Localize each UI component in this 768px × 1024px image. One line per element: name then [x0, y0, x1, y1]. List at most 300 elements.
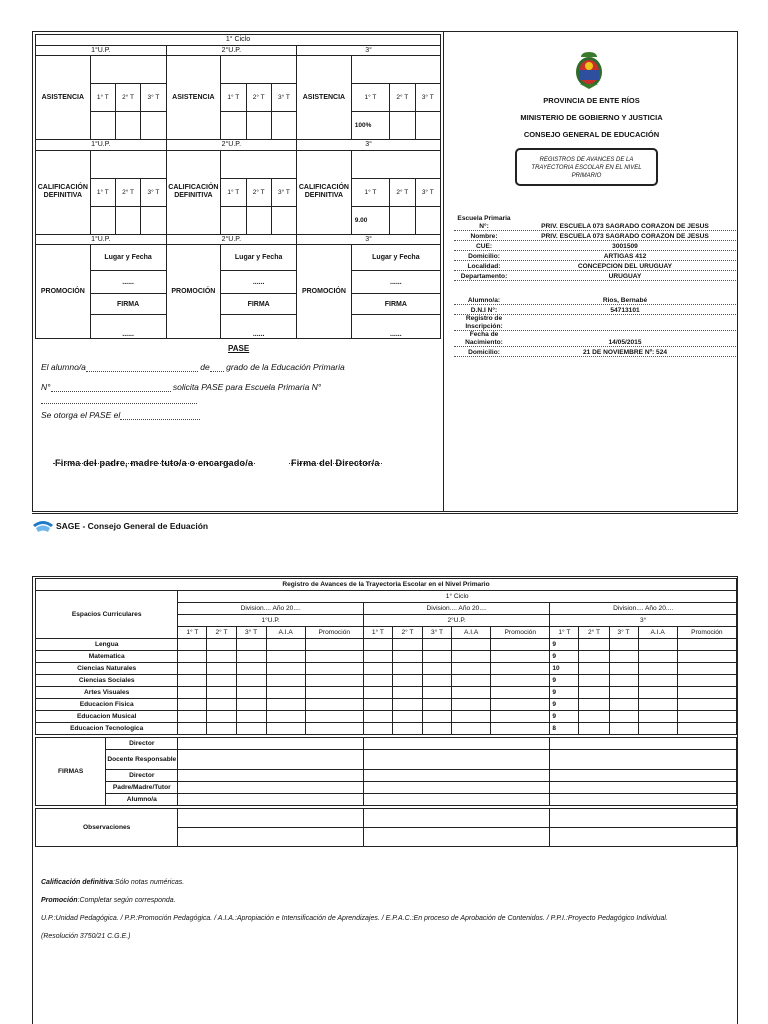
- grade-input[interactable]: [236, 711, 266, 723]
- firma-cell[interactable]: [550, 782, 737, 794]
- grade-input[interactable]: [178, 639, 207, 651]
- info-value: 14/05/2015: [608, 339, 642, 346]
- grade-input[interactable]: [305, 699, 363, 711]
- grade-input[interactable]: [609, 699, 638, 711]
- firma-cell[interactable]: [178, 770, 363, 782]
- subject-name: Educacion Musical: [36, 711, 178, 723]
- calificacion-t2[interactable]: [115, 206, 140, 234]
- grade-input[interactable]: [579, 723, 609, 735]
- grade-input[interactable]: [579, 663, 609, 675]
- info-key: Alumno/a:: [467, 296, 501, 304]
- asistencia-t2[interactable]: [390, 112, 415, 140]
- info-row: [454, 305, 736, 315]
- sage-logo-icon: [32, 517, 54, 535]
- trimestre-3: 3° T: [415, 84, 441, 112]
- grade-input[interactable]: [677, 663, 736, 675]
- firma-cell[interactable]: [178, 738, 363, 750]
- lugar-fecha-label: Lugar y Fecha: [90, 245, 166, 271]
- firma-cell[interactable]: [550, 738, 737, 750]
- info-row: [454, 315, 736, 331]
- grade-cell[interactable]: 10: [550, 663, 579, 675]
- firma-label: FIRMA: [90, 294, 166, 315]
- consejo-title: CONSEJO GENERAL DE EDUCACIÓN: [523, 130, 660, 139]
- grade-input[interactable]: [266, 675, 305, 687]
- grade-input[interactable]: [579, 711, 609, 723]
- firma-cell[interactable]: [550, 794, 737, 806]
- grade-input[interactable]: [266, 663, 305, 675]
- calificacion-t1[interactable]: [221, 206, 246, 234]
- grade-input[interactable]: [579, 651, 609, 663]
- grade-input[interactable]: [423, 699, 452, 711]
- info-value: 3001509: [612, 243, 638, 250]
- info-value: CONCEPCION DEL URUGUAY: [577, 263, 673, 270]
- info-row: [454, 261, 736, 271]
- info-key: CUE:: [475, 242, 493, 250]
- info-key: Localidad:: [467, 262, 501, 270]
- grade-input[interactable]: [638, 711, 677, 723]
- pase-line-2b: [41, 394, 197, 404]
- info-row: [454, 231, 736, 241]
- grade-input[interactable]: [236, 687, 266, 699]
- escuela-blank[interactable]: [41, 403, 197, 404]
- grade-input[interactable]: [392, 711, 422, 723]
- grade-input[interactable]: [305, 675, 363, 687]
- pase-text: El alumno/a: [41, 362, 86, 372]
- school-info: [454, 215, 736, 357]
- subject-name: Lengua: [36, 639, 178, 651]
- grade-input[interactable]: [423, 663, 452, 675]
- grade-input[interactable]: [266, 699, 305, 711]
- note-text: :Completar según corresponda.: [77, 897, 176, 904]
- promocion-label: PROMOCIÓN: [36, 245, 91, 339]
- grade-input[interactable]: [236, 651, 266, 663]
- firma-cell[interactable]: [178, 782, 363, 794]
- up3-header: 3°: [550, 615, 737, 627]
- pase-title: PASE: [228, 344, 250, 353]
- firma-row: [36, 770, 737, 782]
- firma-cell[interactable]: [363, 770, 549, 782]
- grade-input[interactable]: [178, 651, 207, 663]
- firma-dots[interactable]: ......: [221, 315, 297, 339]
- grade-input[interactable]: [609, 687, 638, 699]
- grade-input[interactable]: [236, 675, 266, 687]
- column-header: 3° T: [609, 627, 638, 639]
- subject-name: Matematica: [36, 651, 178, 663]
- grade-input[interactable]: [423, 711, 452, 723]
- grade-input[interactable]: [305, 723, 363, 735]
- grade-input[interactable]: [452, 687, 491, 699]
- asistencia-label: ASISTENCIA: [166, 56, 221, 140]
- grade-input[interactable]: [305, 651, 363, 663]
- asistencia-t2[interactable]: [115, 112, 140, 140]
- grade-cell[interactable]: 9: [550, 687, 579, 699]
- grade-input[interactable]: [491, 687, 550, 699]
- grade-input[interactable]: [677, 723, 736, 735]
- calificacion-cell[interactable]: [221, 150, 297, 178]
- info-key: Registro de Inscripción:: [465, 315, 503, 330]
- trimestre-1: 1° T: [351, 84, 389, 112]
- grade-input[interactable]: [266, 651, 305, 663]
- trimestre-2: 2° T: [115, 84, 140, 112]
- grade-input[interactable]: [207, 651, 236, 663]
- grade-input[interactable]: [609, 711, 638, 723]
- note: [41, 895, 731, 906]
- firma-cell[interactable]: [363, 738, 549, 750]
- asistencia-t3[interactable]: [415, 112, 441, 140]
- note: [41, 877, 731, 888]
- grade-input[interactable]: [305, 663, 363, 675]
- grade-input[interactable]: [452, 723, 491, 735]
- grade-input[interactable]: [452, 711, 491, 723]
- info-value: 21 DE NOVIEMBRE Nº: 524: [582, 349, 668, 356]
- grade-input[interactable]: [305, 639, 363, 651]
- grade-input[interactable]: [423, 651, 452, 663]
- trimestre-2: 2° T: [115, 178, 140, 206]
- subject-name: Educacion Fisica: [36, 699, 178, 711]
- firma-cell[interactable]: [178, 750, 363, 770]
- registro-title: Registro de Avances de la Trayectoria Escolar en el Nivel Primario: [36, 579, 737, 591]
- subject-row: [36, 699, 737, 711]
- column-header: 2° T: [207, 627, 236, 639]
- grade-input[interactable]: [677, 711, 736, 723]
- asistencia-t3[interactable]: [141, 112, 166, 140]
- info-row: [454, 271, 736, 281]
- observaciones-cell[interactable]: [550, 809, 737, 828]
- firma-dots[interactable]: ......: [351, 315, 440, 339]
- trimestre-2: 2° T: [390, 178, 415, 206]
- trimestre-1: 1° T: [90, 178, 115, 206]
- grade-input[interactable]: [363, 687, 392, 699]
- grado-blank[interactable]: [210, 371, 224, 372]
- notes-section: [41, 877, 731, 949]
- grade-cell[interactable]: 8: [550, 723, 579, 735]
- trimestre-3: 3° T: [415, 178, 441, 206]
- firma-role: Alumno/a: [106, 794, 178, 806]
- trimestre-2: 2° T: [390, 84, 415, 112]
- firma-cell[interactable]: [363, 750, 549, 770]
- pase-text: solicita PASE para Escuela Primaria N°: [172, 382, 322, 392]
- calificacion-t3[interactable]: [415, 206, 441, 234]
- calificacion-cell[interactable]: [351, 150, 440, 178]
- grade-input[interactable]: [363, 639, 392, 651]
- numero-blank[interactable]: [51, 391, 171, 392]
- note-text: U.P.:Unidad Pedagógica. / P.P.:Promoción Pedagógica. / A.I.A.:Apropiación e Intensificación de Aprendizajes. / E.P.A.C.:En proceso de Aprobación de Contenidos. / P.P.I.:Proyecto Pedagógico Individual.: [41, 915, 668, 922]
- calificacion-label: CALIFICACIÓN DEFINITIVA: [166, 150, 221, 234]
- grade-input[interactable]: [207, 663, 236, 675]
- firmas-label: FIRMAS: [36, 738, 106, 806]
- up2-header: 2°U.P.: [166, 45, 297, 56]
- grade-input[interactable]: [677, 687, 736, 699]
- divider: [32, 513, 738, 514]
- grade-input[interactable]: [579, 687, 609, 699]
- grade-input[interactable]: [207, 675, 236, 687]
- grade-input[interactable]: [491, 699, 550, 711]
- ministerio-title: MINISTERIO DE GOBIERNO Y JUSTICIA: [520, 113, 663, 122]
- grade-cell[interactable]: 9: [550, 675, 579, 687]
- lugar-fecha-dots[interactable]: ......: [221, 271, 297, 294]
- note-text: (Resolución 3750/21 C.G.E.): [41, 933, 131, 940]
- division-header: Division.... Año 20....: [550, 603, 737, 615]
- grade-input[interactable]: [207, 723, 236, 735]
- column-header: 2° T: [392, 627, 422, 639]
- trimestre-1: 1° T: [221, 84, 246, 112]
- grade-input[interactable]: [392, 723, 422, 735]
- asistencia-label: ASISTENCIA: [36, 56, 91, 140]
- pase-line-3: [41, 410, 200, 420]
- calificacion-t3[interactable]: [141, 206, 166, 234]
- firma-role: Director: [106, 770, 178, 782]
- firma-label: FIRMA: [351, 294, 440, 315]
- grade-cell[interactable]: 9: [550, 699, 579, 711]
- up3-header: 3°: [297, 234, 441, 245]
- grade-input[interactable]: [579, 675, 609, 687]
- firma-row: [36, 782, 737, 794]
- pase-line-1: [41, 362, 345, 372]
- grade-input[interactable]: [392, 663, 422, 675]
- asistencia-t1[interactable]: [90, 112, 115, 140]
- grade-input[interactable]: [677, 639, 736, 651]
- grade-input[interactable]: [363, 723, 392, 735]
- grade-input[interactable]: [392, 687, 422, 699]
- grade-input[interactable]: [452, 663, 491, 675]
- firma-cell[interactable]: [550, 750, 737, 770]
- subject-row: [36, 687, 737, 699]
- promocion-label: PROMOCIÓN: [166, 245, 221, 339]
- asistencia-t3[interactable]: [271, 112, 296, 140]
- note: [41, 913, 731, 924]
- grade-input[interactable]: [609, 663, 638, 675]
- column-header: Promoción: [491, 627, 550, 639]
- grade-input[interactable]: [236, 723, 266, 735]
- ciclo-header: 1° Ciclo: [178, 591, 737, 603]
- firma-role: Director: [106, 738, 178, 750]
- grade-input[interactable]: [305, 711, 363, 723]
- grade-input[interactable]: [423, 639, 452, 651]
- subject-row: [36, 663, 737, 675]
- grade-input[interactable]: [491, 711, 550, 723]
- grade-input[interactable]: [677, 675, 736, 687]
- grade-input[interactable]: [207, 687, 236, 699]
- calificacion-t3[interactable]: [271, 206, 296, 234]
- firma-cell[interactable]: [363, 782, 549, 794]
- grade-input[interactable]: [638, 699, 677, 711]
- column-header: Promoción: [677, 627, 736, 639]
- observaciones-cell[interactable]: [178, 828, 363, 847]
- grade-input[interactable]: [363, 663, 392, 675]
- info-key: Fecha de Nacimiento:: [465, 331, 503, 346]
- grade-input[interactable]: [178, 687, 207, 699]
- grade-input[interactable]: [609, 723, 638, 735]
- header-panel: [443, 32, 738, 511]
- pase-text: de: [200, 362, 210, 372]
- firma-director: Firma del Director/a: [291, 458, 380, 468]
- observaciones-cell[interactable]: [363, 809, 549, 828]
- observaciones-cell[interactable]: [363, 828, 549, 847]
- info-value: URUGUAY: [608, 273, 642, 280]
- provincia-title: PROVINCIA DE ENTE RÍOS: [543, 96, 640, 105]
- grade-input[interactable]: [363, 699, 392, 711]
- subject-row: [36, 723, 737, 735]
- grade-input[interactable]: [392, 639, 422, 651]
- grade-input[interactable]: [392, 651, 422, 663]
- grade-input[interactable]: [638, 663, 677, 675]
- asistencia-t2[interactable]: [246, 112, 271, 140]
- subject-row: [36, 675, 737, 687]
- info-key: Departamento:: [460, 272, 508, 280]
- column-header: A.I.A: [638, 627, 677, 639]
- grade-input[interactable]: [178, 699, 207, 711]
- grade-input[interactable]: [423, 687, 452, 699]
- grade-input[interactable]: [609, 651, 638, 663]
- info-value: Rios, Bernabé: [602, 297, 648, 304]
- calificacion-value[interactable]: 9.00: [351, 206, 389, 234]
- firma-row: [36, 750, 737, 770]
- firma-row: [36, 738, 737, 750]
- info-row: [454, 215, 736, 231]
- info-value: 54713101: [610, 307, 640, 314]
- grade-input[interactable]: [207, 639, 236, 651]
- asistencia-label: ASISTENCIA: [297, 56, 352, 140]
- grade-input[interactable]: [423, 675, 452, 687]
- calificacion-cell[interactable]: [90, 150, 166, 178]
- grade-input[interactable]: [677, 699, 736, 711]
- grade-input[interactable]: [392, 675, 422, 687]
- up1-header: 1°U.P.: [36, 45, 167, 56]
- grade-input[interactable]: [363, 711, 392, 723]
- grade-input[interactable]: [363, 675, 392, 687]
- grade-input[interactable]: [452, 639, 491, 651]
- grade-input[interactable]: [579, 699, 609, 711]
- calificacion-label: CALIFICACIÓN DEFINITIVA: [36, 150, 91, 234]
- calificacion-t2[interactable]: [390, 206, 415, 234]
- grade-input[interactable]: [236, 663, 266, 675]
- trimestre-3: 3° T: [141, 84, 166, 112]
- asistencia-cell[interactable]: [221, 56, 297, 84]
- firma-role: Docente Responsable: [106, 750, 178, 770]
- grade-input[interactable]: [491, 639, 550, 651]
- info-key: Domicilio:: [468, 348, 500, 356]
- firma-cell[interactable]: [550, 770, 737, 782]
- lugar-fecha-dots[interactable]: ......: [351, 271, 440, 294]
- grade-input[interactable]: [266, 639, 305, 651]
- note-text: :Sólo notas numéricas.: [112, 879, 185, 886]
- asistencia-cell[interactable]: [351, 56, 440, 84]
- grade-input[interactable]: [266, 687, 305, 699]
- firma-cell[interactable]: [363, 794, 549, 806]
- asistencia-cell[interactable]: [90, 56, 166, 84]
- grade-input[interactable]: [638, 687, 677, 699]
- grade-input[interactable]: [236, 699, 266, 711]
- info-row: [454, 241, 736, 251]
- grade-input[interactable]: [452, 651, 491, 663]
- registro-page: [32, 576, 738, 1024]
- grade-input[interactable]: [236, 639, 266, 651]
- grade-input[interactable]: [491, 651, 550, 663]
- grade-cell[interactable]: 9: [550, 711, 579, 723]
- firma-label: FIRMA: [221, 294, 297, 315]
- grade-cell[interactable]: 9: [550, 639, 579, 651]
- asistencia-t1[interactable]: [221, 112, 246, 140]
- up3-header: 3°: [297, 45, 441, 56]
- grade-input[interactable]: [491, 663, 550, 675]
- lugar-fecha-dots[interactable]: ......: [90, 271, 166, 294]
- registro-box: REGISTROS DE AVANCES DE LA TRAYECTORIA ESCOLAR EN EL NIVEL PRIMARIO: [515, 148, 658, 186]
- grade-input[interactable]: [178, 723, 207, 735]
- fecha-pase-blank[interactable]: [120, 419, 200, 420]
- grade-input[interactable]: [677, 651, 736, 663]
- subject-name: Artes Visuales: [36, 687, 178, 699]
- grade-input[interactable]: [423, 723, 452, 735]
- up2-header: 2°U.P.: [363, 615, 549, 627]
- up2-header: 2°U.P.: [166, 234, 297, 245]
- grade-input[interactable]: [609, 675, 638, 687]
- calificacion-t1[interactable]: [90, 206, 115, 234]
- info-value: PRIV. ESCUELA 073 SAGRADO CORAZON DE JESUS: [541, 233, 709, 240]
- grade-input[interactable]: [452, 699, 491, 711]
- up1-header: 1°U.P.: [36, 234, 167, 245]
- trimestre-3: 3° T: [271, 84, 296, 112]
- grade-input[interactable]: [266, 723, 305, 735]
- trimestre-3: 3° T: [141, 178, 166, 206]
- grade-input[interactable]: [579, 639, 609, 651]
- grade-input[interactable]: [392, 699, 422, 711]
- subject-name: Ciencias Naturales: [36, 663, 178, 675]
- observaciones-cell[interactable]: [178, 809, 363, 828]
- grade-input[interactable]: [609, 639, 638, 651]
- grade-input[interactable]: [305, 687, 363, 699]
- asistencia-value[interactable]: 100%: [351, 112, 389, 140]
- info-row: [454, 331, 736, 347]
- note-term: Calificación definitiva: [41, 879, 113, 886]
- lugar-fecha-label: Lugar y Fecha: [351, 245, 440, 271]
- grade-input[interactable]: [638, 639, 677, 651]
- grade-input[interactable]: [178, 663, 207, 675]
- calificacion-t2[interactable]: [246, 206, 271, 234]
- column-header: Promoción: [305, 627, 363, 639]
- observaciones-label: Observaciones: [36, 809, 178, 847]
- calificacion-label: CALIFICACIÓN DEFINITIVA: [297, 150, 352, 234]
- grade-input[interactable]: [491, 723, 550, 735]
- column-header: 3° T: [423, 627, 452, 639]
- alumno-blank[interactable]: [86, 371, 198, 372]
- trimestre-3: 3° T: [271, 178, 296, 206]
- grade-input[interactable]: [638, 723, 677, 735]
- grade-cell[interactable]: 9: [550, 651, 579, 663]
- espacios-header: Espacios Curriculares: [36, 591, 178, 639]
- grade-input[interactable]: [638, 675, 677, 687]
- promocion-label: PROMOCIÓN: [297, 245, 352, 339]
- grade-input[interactable]: [178, 711, 207, 723]
- grade-input[interactable]: [452, 675, 491, 687]
- observaciones-cell[interactable]: [550, 828, 737, 847]
- grade-input[interactable]: [491, 675, 550, 687]
- grade-input[interactable]: [363, 651, 392, 663]
- firma-cell[interactable]: [178, 794, 363, 806]
- column-header: 2° T: [579, 627, 609, 639]
- lugar-fecha-label: Lugar y Fecha: [221, 245, 297, 271]
- grade-input[interactable]: [178, 675, 207, 687]
- info-key: D.N.I N°:: [470, 306, 498, 314]
- grade-input[interactable]: [638, 651, 677, 663]
- libreta-page: [32, 31, 738, 512]
- trimestre-2: 2° T: [246, 178, 271, 206]
- grade-input[interactable]: [266, 711, 305, 723]
- grade-input[interactable]: [207, 699, 236, 711]
- sage-footer: [32, 516, 208, 536]
- firma-dots[interactable]: ......: [90, 315, 166, 339]
- grade-input[interactable]: [207, 711, 236, 723]
- pase-text: grado de la Educación Primaria: [226, 362, 345, 372]
